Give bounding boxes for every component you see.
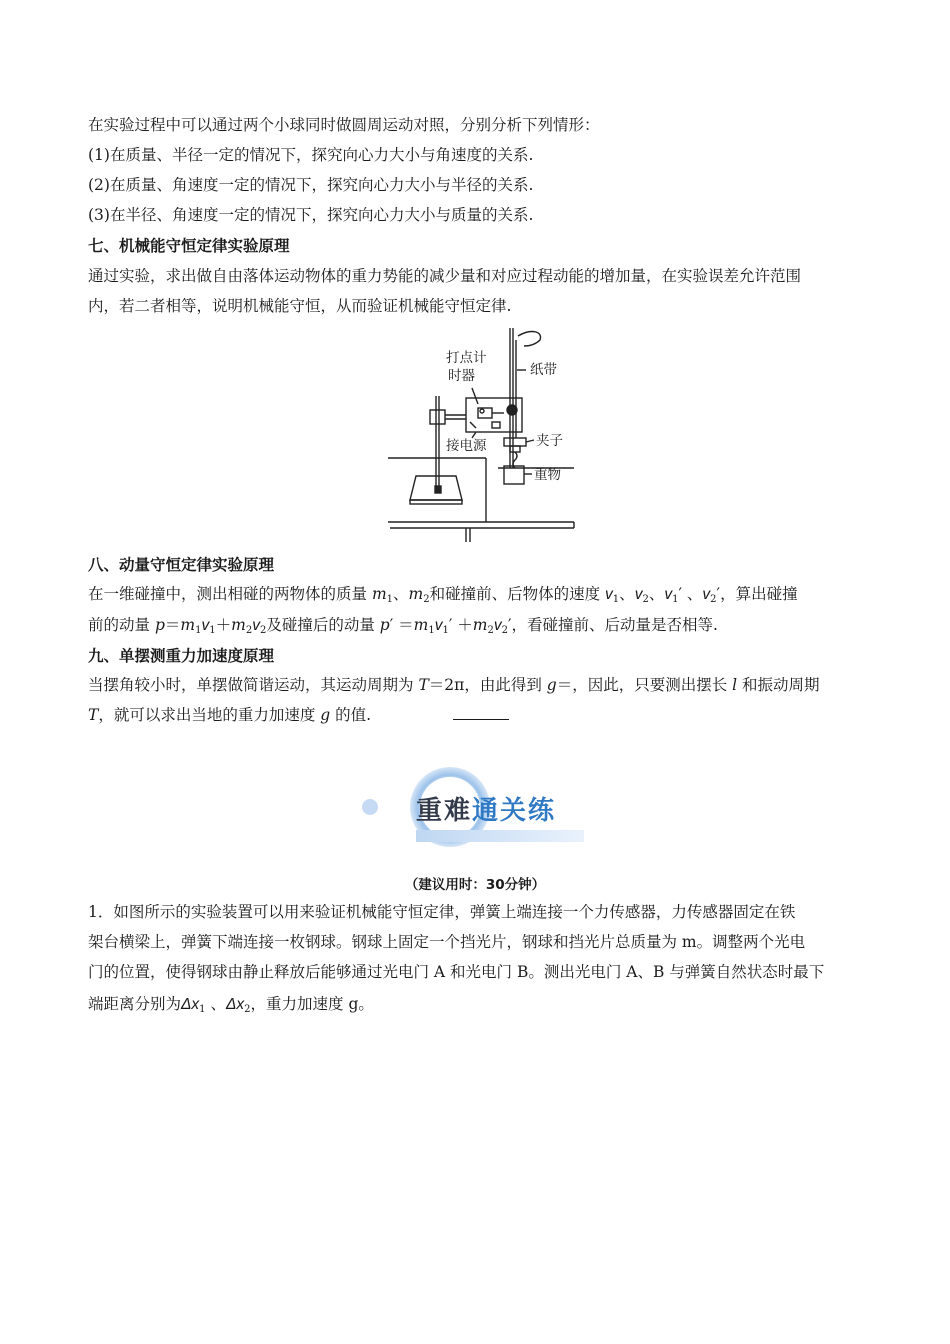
intro-item-1: (1)在质量、半径一定的情况下，探究向心力大小与角速度的关系. <box>88 146 534 164</box>
section-9-para-line-2: T，就可以求出当地的重力加速度 g 的值. <box>88 704 868 726</box>
section-7-heading: 七、机械能守恒定律实验原理 <box>88 237 290 255</box>
question-1-line-4: 端距离分别为$\Delta x_1$ 、$\Delta x_2$，重力加速度 g。 <box>88 995 374 1015</box>
label-timer-2: 时器 <box>448 368 475 384</box>
section-banner <box>358 766 588 848</box>
question-1-line-1: 1．如图所示的实验装置可以用来验证机械能守恒定律，弹簧上端连接一个力传感器，力传感器固定在铁 <box>88 903 796 921</box>
banner-title: 重难通关练 <box>416 796 557 826</box>
section-8-para-line-1: 在一维碰撞中，测出相碰的两物体的质量 $m_1$、$m_2$和碰撞前、后物体的速度 $v_1$、$v_2$、$v_1'$ 、$v_2'$，算出碰撞 <box>88 585 798 605</box>
section-7-para-line-2: 内，若二者相等，说明机械能守恒，从而验证机械能守恒定律. <box>88 297 512 315</box>
section-8-heading: 八、动量守恒定律实验原理 <box>88 556 275 574</box>
intro-item-2: (2)在质量、角速度一定的情况下，探究向心力大小与半径的关系. <box>88 176 534 194</box>
suggested-time-note: （建议用时：30分钟） <box>404 877 546 893</box>
section-7-para-line-1: 通过实验，求出做自由落体运动物体的重力势能的减少量和对应过程动能的增加量，在实验误差允许范围 <box>88 267 802 285</box>
section-8-para-line-2: 前的动量 $p=m_1v_1+m_2v_2$及碰撞后的动量 $p' =m_1v_1' +m_2v_2'$，看碰撞前、后动量是否相等. <box>88 616 718 636</box>
label-weight: 重物 <box>534 467 561 483</box>
intro-item-3: (3)在半径、角速度一定的情况下，探究向心力大小与质量的关系. <box>88 206 534 224</box>
label-tape: 纸带 <box>530 362 557 378</box>
label-power: 接电源 <box>446 438 487 454</box>
section-9-para-line-1: 当摆角较小时，单摆做简谐运动，其运动周期为 T＝2π，由此得到 g＝，因此，只要测出摆长 l 和振动周期 <box>88 676 820 694</box>
question-1-line-2: 架台横梁上，弹簧下端连接一枚钢球。钢球上固定一个挡光片，钢球和挡光片总质量为 m。调整两个光电 <box>88 933 806 951</box>
free-fall-apparatus-figure <box>386 318 576 544</box>
question-1-line-3: 门的位置，使得钢球由静止释放后能够通过光电门 A 和光电门 B。测出光电门 A、B 与弹簧自然状态时最下 <box>88 963 825 981</box>
label-timer-1: 打点计 <box>446 350 487 366</box>
label-clip: 夹子 <box>536 433 563 449</box>
formula-placeholder-line <box>453 705 509 720</box>
intro-line: 在实验过程中可以通过两个小球同时做圆周运动对照，分别分析下列情形： <box>88 116 600 134</box>
section-9-heading: 九、单摆测重力加速度原理 <box>88 647 275 665</box>
